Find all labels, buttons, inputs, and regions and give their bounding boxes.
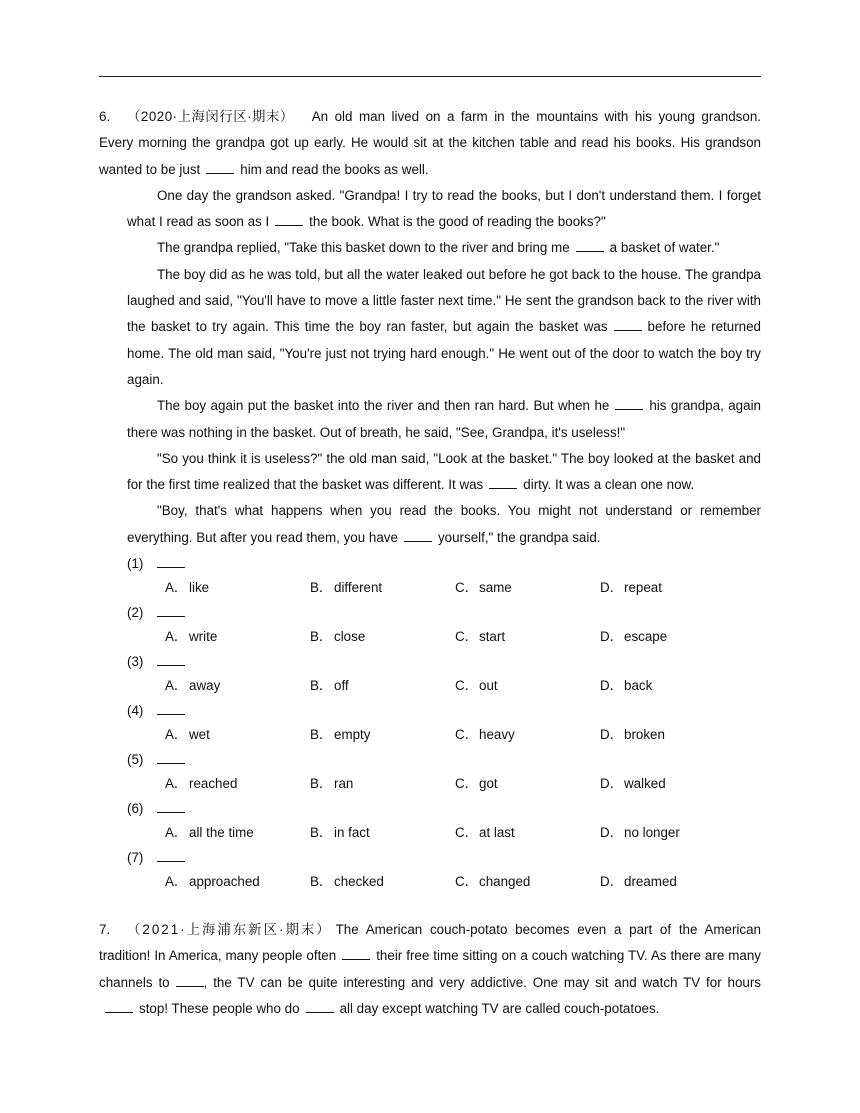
passage-paragraph: [99, 446, 761, 499]
passage-text: dirty. It was a clean one now.: [523, 477, 695, 493]
option-a[interactable]: [165, 772, 310, 796]
option-row: [127, 723, 761, 747]
passage-text: "Boy, that's what happens when you read the books. You might not understand or remember everything. But after you read them, you have: [127, 503, 761, 545]
option-text: all the time: [189, 825, 254, 841]
option-text: got: [479, 776, 498, 792]
answer-blank: [342, 946, 370, 960]
answer-blank: [176, 973, 204, 987]
subquestion-label: (1): [127, 556, 144, 572]
option-letter: B．: [310, 874, 333, 890]
answer-blank: [489, 475, 517, 489]
option-text: heavy: [479, 727, 515, 743]
option-letter: A．: [165, 678, 188, 694]
answer-blank: [404, 528, 432, 542]
passage-paragraph: [99, 498, 761, 551]
passage-text: all day except watching TV are called couch-potatoes.: [339, 1000, 660, 1016]
option-text: dreamed: [624, 874, 677, 890]
option-b[interactable]: [310, 723, 455, 747]
option-letter: D．: [600, 678, 624, 694]
option-text: empty: [334, 727, 371, 743]
option-d[interactable]: [600, 625, 745, 649]
option-c[interactable]: [455, 625, 600, 649]
option-letter: A．: [165, 629, 188, 645]
option-row: [127, 674, 761, 698]
passage-text: their free time sitting on a couch watching TV. As there are many channels to: [99, 948, 761, 990]
option-text: start: [479, 629, 506, 645]
option-letter: B．: [310, 825, 333, 841]
option-text: no longer: [624, 825, 680, 841]
passage-text: One day the grandson asked. "Grandpa! I try to read the books, but I don't understand them. I forget what I read as soon as I: [127, 187, 761, 230]
passage-text: a basket of water.": [609, 240, 720, 256]
option-letter: C．: [455, 580, 479, 596]
option-c[interactable]: [455, 576, 600, 600]
option-c[interactable]: [455, 821, 600, 845]
option-text: escape: [624, 629, 668, 645]
option-text: same: [479, 580, 512, 596]
option-letter: C．: [455, 629, 479, 645]
option-text: like: [189, 580, 210, 596]
option-d[interactable]: [600, 772, 745, 796]
option-text: off: [334, 678, 349, 694]
subquestion-number: [127, 796, 761, 821]
option-c[interactable]: [455, 723, 600, 747]
passage-paragraph: [99, 183, 761, 236]
option-letter: B．: [310, 776, 333, 792]
option-letter: A．: [165, 580, 188, 596]
option-a[interactable]: [165, 674, 310, 698]
answer-blank: [157, 848, 185, 862]
option-d[interactable]: [600, 674, 745, 698]
subquestion-number: [127, 747, 761, 772]
answer-blank: [615, 396, 643, 410]
option-text: out: [479, 678, 498, 694]
passage-text: The grandpa replied, "Take this basket down to the river and bring me: [157, 240, 570, 256]
option-c[interactable]: [455, 674, 600, 698]
option-b[interactable]: [310, 625, 455, 649]
question-number: 6.: [99, 109, 111, 124]
option-text: ran: [334, 776, 354, 792]
passage-paragraph: [99, 235, 761, 261]
answer-blank: [275, 212, 303, 226]
option-letter: C．: [455, 678, 479, 694]
passage-paragraph: [99, 262, 761, 393]
option-b[interactable]: [310, 870, 455, 894]
passage-text: The boy did as he was told, but all the water leaked out before he got back to the house. The grandpa laughed and said, "You'll have to move a little faster next time." He sent the grandson back to the river with the basket to try again. This time the boy ran faster, but again the basket was: [127, 266, 761, 335]
option-c[interactable]: [455, 870, 600, 894]
option-letter: B．: [310, 580, 333, 596]
option-text: at last: [479, 825, 515, 841]
option-letter: A．: [165, 727, 188, 743]
question-7: [99, 917, 761, 1022]
subquestion-number: [127, 600, 761, 625]
option-b[interactable]: [310, 772, 455, 796]
option-text: write: [189, 629, 218, 645]
passage-text: "So you think it is useless?" the old man said, "Look at the basket." The boy looked at the basket and for the first time realized that the basket was different. It was: [127, 450, 761, 493]
answer-blank: [576, 238, 604, 252]
option-a[interactable]: [165, 821, 310, 845]
option-b[interactable]: [310, 576, 455, 600]
option-a[interactable]: [165, 870, 310, 894]
option-letter: C．: [455, 825, 479, 841]
option-letter: A．: [165, 874, 188, 890]
option-letter: D．: [600, 629, 624, 645]
answer-blank: [157, 652, 185, 666]
option-letter: D．: [600, 776, 624, 792]
option-letter: D．: [600, 825, 624, 841]
answer-blank: [157, 603, 185, 617]
passage-text: The boy again put the basket into the river and then ran hard. But when he: [157, 398, 610, 414]
passage-text: him and read the books as well.: [240, 161, 429, 177]
option-text: close: [334, 629, 366, 645]
passage-text: the book. What is the good of reading the books?": [309, 214, 606, 230]
option-d[interactable]: [600, 870, 745, 894]
option-text: approached: [189, 874, 260, 890]
option-row: [127, 576, 761, 600]
worksheet-content: [99, 104, 761, 1022]
option-row: [127, 821, 761, 845]
subquestion-label: (2): [127, 605, 144, 621]
option-a[interactable]: [165, 723, 310, 747]
option-a[interactable]: [165, 625, 310, 649]
option-d[interactable]: [600, 821, 745, 845]
answer-blank: [157, 554, 185, 568]
passage-text: before he returned home. The old man said, "You're just not trying hard enough." He went out of the door to watch the boy try again.: [127, 319, 761, 387]
subquestion-label: (4): [127, 703, 144, 719]
answer-blank: [105, 999, 133, 1013]
answer-blank: [157, 799, 185, 813]
question-source: （2021·上海浦东新区·期末）: [127, 922, 332, 938]
subquestion-number: [127, 845, 761, 870]
subquestion-label: (7): [127, 850, 144, 866]
passage-paragraph: [99, 393, 761, 446]
option-letter: B．: [310, 678, 333, 694]
option-d[interactable]: [600, 576, 745, 600]
subquestion-label: (5): [127, 752, 144, 768]
subquestion-list: [99, 551, 761, 894]
answer-blank: [206, 160, 234, 174]
question-7-first-paragraph: [99, 917, 761, 1022]
subquestion-number: [127, 649, 761, 674]
option-d[interactable]: [600, 723, 745, 747]
option-a[interactable]: [165, 576, 310, 600]
option-c[interactable]: [455, 772, 600, 796]
option-letter: A．: [165, 776, 188, 792]
question-number: 7.: [99, 922, 111, 938]
subquestion-label: (3): [127, 654, 144, 670]
option-letter: B．: [310, 629, 333, 645]
question-6: [99, 104, 761, 894]
option-text: walked: [624, 776, 666, 792]
option-letter: D．: [600, 727, 624, 743]
subquestion-number: [127, 551, 761, 576]
subquestion-label: (6): [127, 801, 144, 817]
option-letter: A．: [165, 825, 188, 841]
question-source: （2020·上海闵行区·期末）: [127, 109, 294, 124]
option-text: away: [189, 678, 221, 694]
option-b[interactable]: [310, 821, 455, 845]
option-text: repeat: [624, 580, 662, 596]
option-letter: C．: [455, 776, 479, 792]
question-6-first-paragraph: [99, 104, 761, 183]
option-text: reached: [189, 776, 238, 792]
option-row: [127, 772, 761, 796]
option-b[interactable]: [310, 674, 455, 698]
option-letter: C．: [455, 727, 479, 743]
option-letter: D．: [600, 874, 624, 890]
option-text: in fact: [334, 825, 370, 841]
option-letter: B．: [310, 727, 333, 743]
option-row: [127, 625, 761, 649]
option-text: checked: [334, 874, 384, 890]
option-text: broken: [624, 727, 665, 743]
passage-text: The American couch-potato becomes even a part of the American tradition! In America, many people often: [99, 922, 761, 964]
passage-text: yourself," the grandpa said.: [437, 529, 601, 545]
passage-text: his grandpa, again there was nothing in the basket. Out of breath, he said, "See, Grandpa, it's useless!": [127, 398, 761, 440]
option-row: [127, 870, 761, 894]
answer-blank: [157, 701, 185, 715]
passage-text: stop! These people who do: [139, 1000, 300, 1016]
option-text: changed: [479, 874, 531, 890]
answer-blank: [157, 750, 185, 764]
option-text: different: [334, 580, 383, 596]
answer-blank: [306, 999, 334, 1013]
header-rule: [99, 76, 761, 77]
option-letter: C．: [455, 874, 479, 890]
passage-text: , the TV can be quite interesting and very addictive. One may sit and watch TV for hours: [203, 974, 761, 990]
option-text: back: [624, 678, 653, 694]
subquestion-number: [127, 698, 761, 723]
option-letter: D．: [600, 580, 624, 596]
option-text: wet: [189, 727, 210, 743]
passage-text: An old man lived on a farm in the mountains with his young grandson. Every morning the grandpa got up early. He would sit at the kitchen table and read his books. His grandson wanted to be just: [99, 109, 761, 177]
answer-blank: [614, 317, 642, 331]
